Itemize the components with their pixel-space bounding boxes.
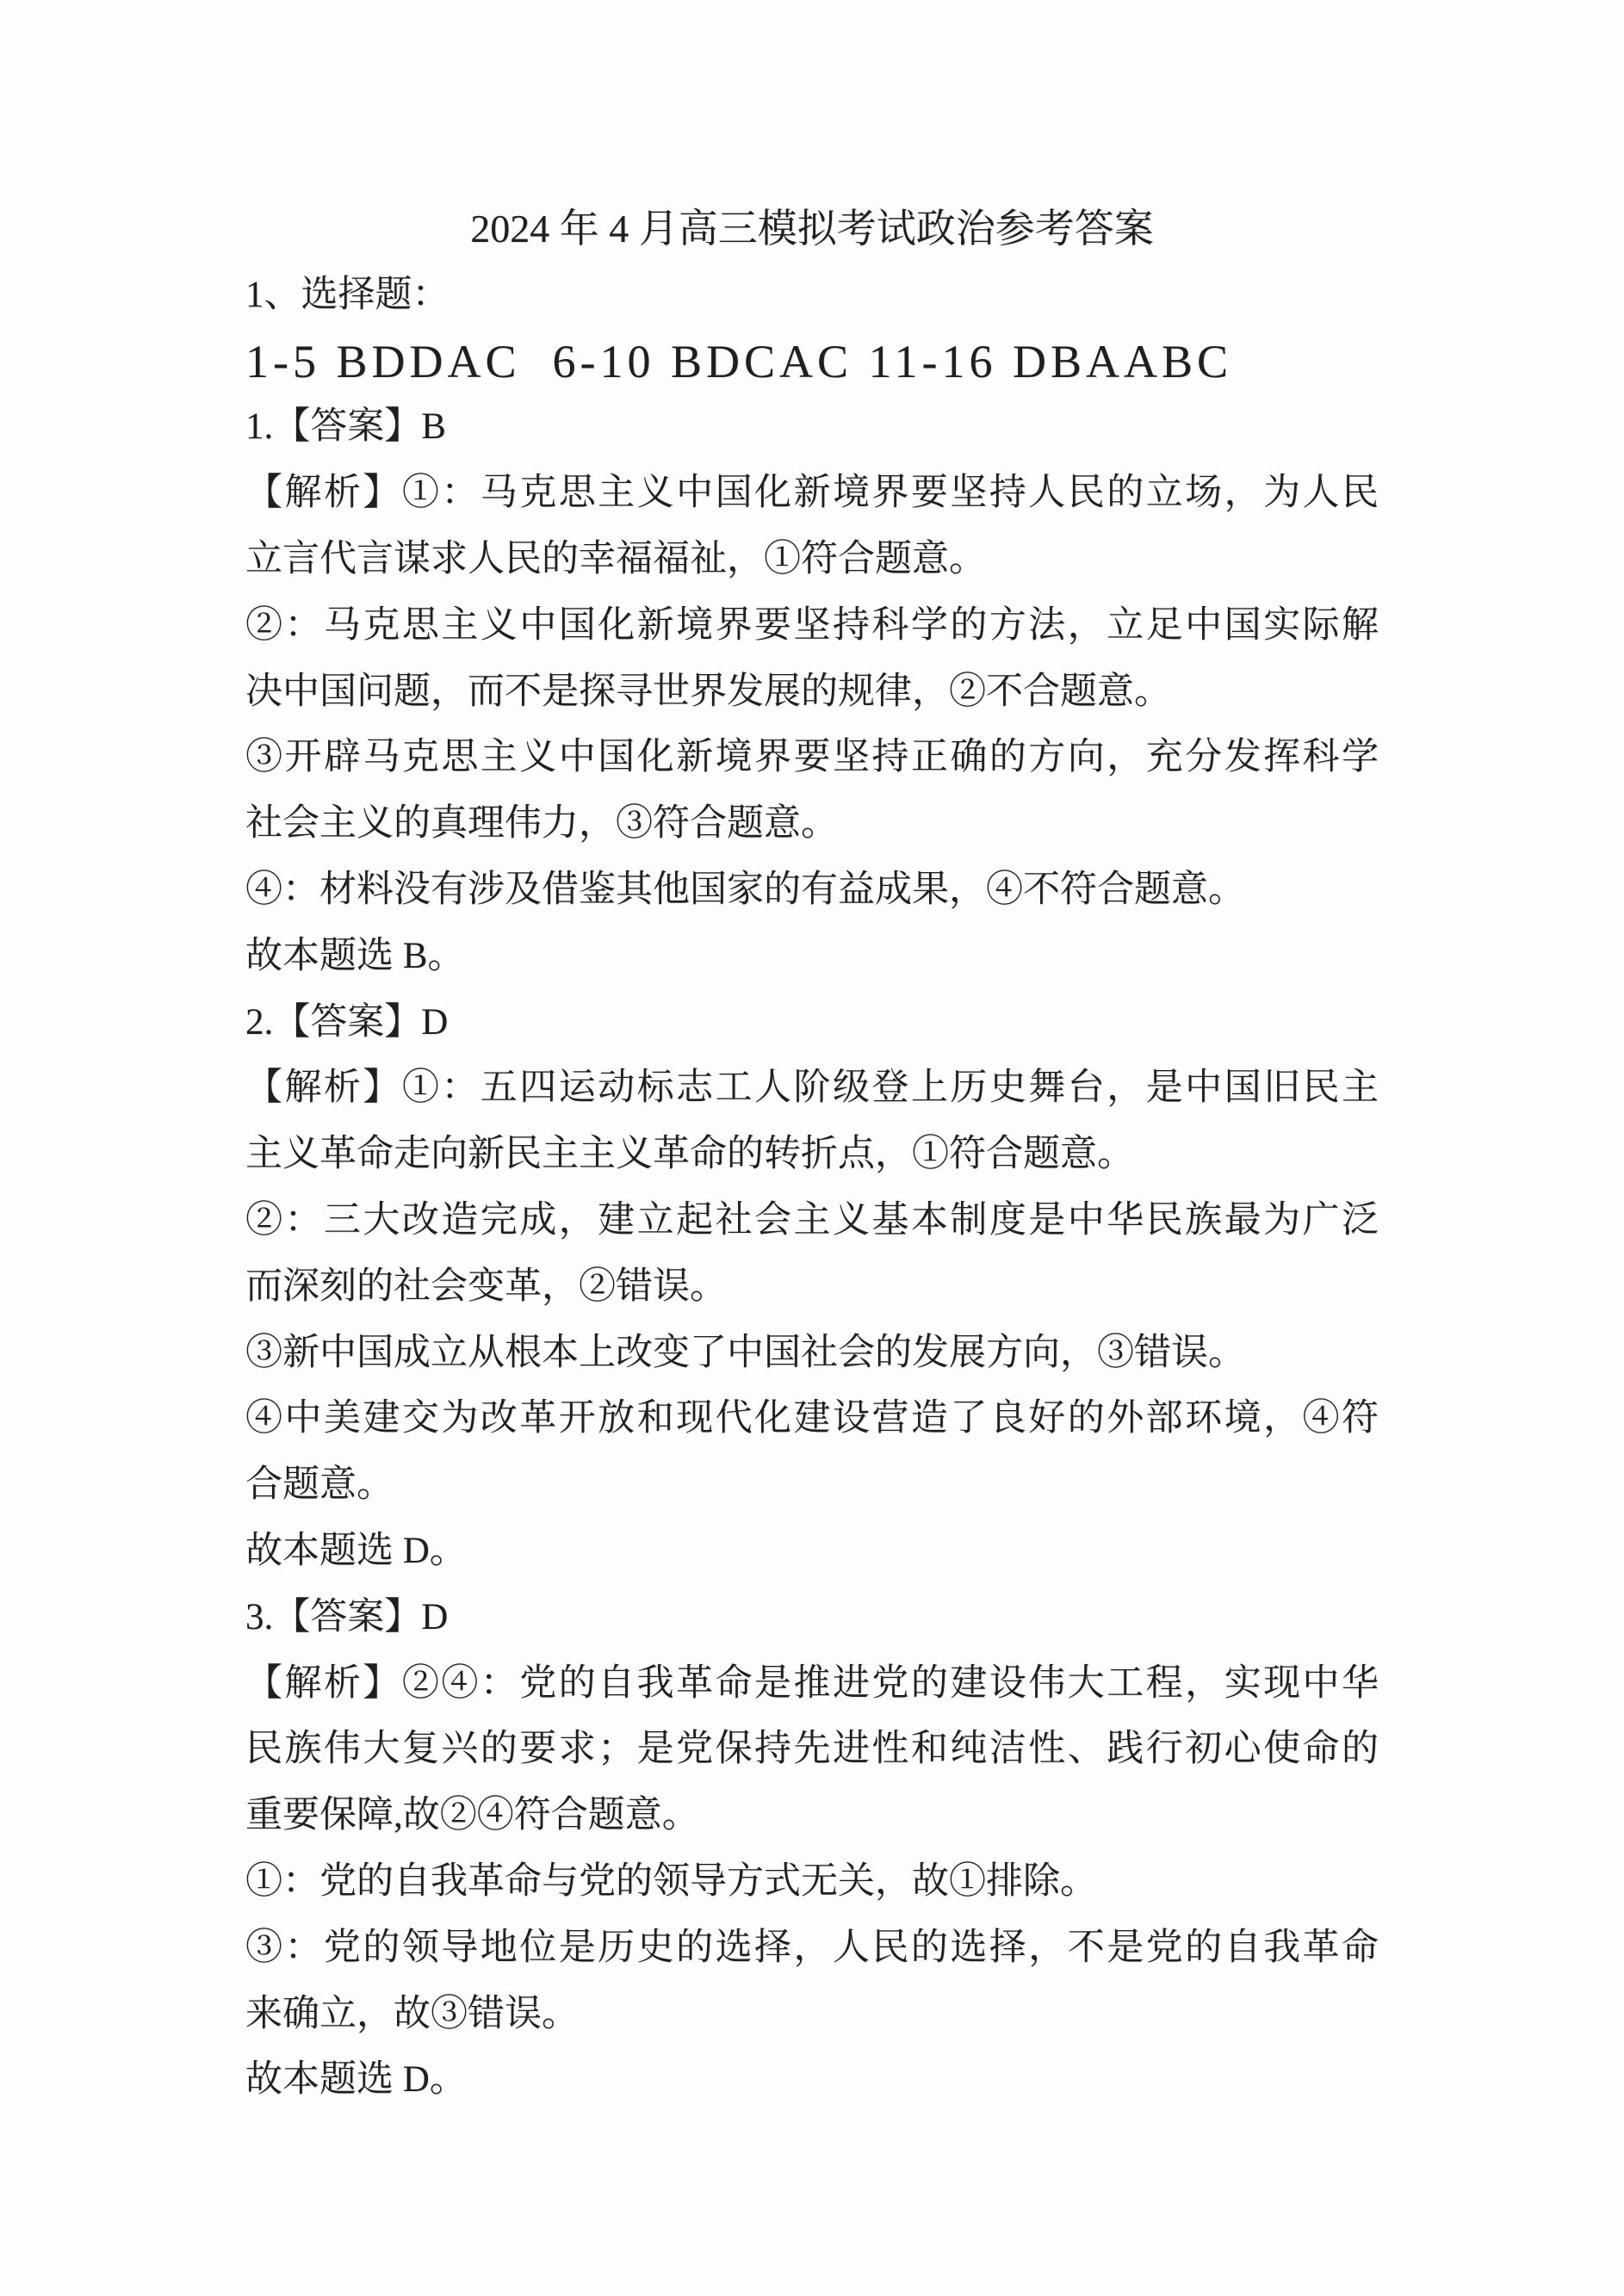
q3-conclusion: 故本题选 D。 xyxy=(245,2059,467,2101)
answer-key-document xyxy=(245,196,1379,2113)
q1-analysis-line-3: ②：马克思主义中国化新境界要坚持科学的方法，立足中国实际解 xyxy=(245,604,1379,646)
q2-analysis-line-6: ④中美建交为改革开放和现代化建设营造了良好的外部环境，④符 xyxy=(245,1398,1379,1439)
q2-analysis-line-1: 【解析】①：五四运动标志工人阶级登上历史舞台，是中国旧民主 xyxy=(245,1068,1379,1109)
q2-analysis-line-5: ③新中国成立从根本上改变了中国社会的发展方向，③错误。 xyxy=(245,1332,1245,1373)
q1-analysis-line-2: 立言代言谋求人民的幸福福祉，①符合题意。 xyxy=(245,538,986,579)
q1-analysis-line-7: ④：材料没有涉及借鉴其他国家的有益成果，④不符合题意。 xyxy=(245,869,1245,910)
q3-analysis-line-1: 【解析】②④：党的自我革命是推进党的建设伟大工程，实现中华 xyxy=(245,1662,1379,1704)
document-title: 2024 年 4 月高三模拟考试政治参考答案 xyxy=(470,207,1154,251)
section-heading: 1、选择题： xyxy=(245,274,449,315)
q2-analysis-line-3: ②：三大改造完成，建立起社会主义基本制度是中华民族最为广泛 xyxy=(245,1199,1379,1241)
q1-analysis-line-4: 决中国问题，而不是探寻世界发展的规律，②不合题意。 xyxy=(245,671,1171,712)
q2-analysis-line-2: 主义革命走向新民主主义革命的转折点，①符合题意。 xyxy=(245,1134,1134,1175)
q2-analysis-line-4: 而深刻的社会变革，②错误。 xyxy=(245,1266,727,1307)
q3-analysis-line-6: 来确立，故③错误。 xyxy=(245,1993,579,2034)
q3-answer: 3.【答案】D xyxy=(245,1596,449,1637)
q3-analysis-line-3: 重要保障,故②④符合题意。 xyxy=(245,1795,699,1836)
q2-analysis-line-7: 合题意。 xyxy=(245,1464,394,1506)
q1-analysis-line-5: ③开辟马克思主义中国化新境界要坚持正确的方向，充分发挥科学 xyxy=(245,737,1379,778)
q3-analysis-line-5: ③：党的领导地位是历史的选择，人民的选择，不是党的自我革命 xyxy=(245,1927,1379,1968)
q2-conclusion: 故本题选 D。 xyxy=(245,1530,467,1571)
q2-answer: 2.【答案】D xyxy=(245,1001,449,1043)
q3-analysis-line-4: ①：党的自我革命与党的领导方式无关，故①排除。 xyxy=(245,1860,1097,1902)
q1-analysis-line-1: 【解析】①：马克思主义中国化新境界要坚持人民的立场，为人民 xyxy=(245,473,1379,514)
q3-analysis-line-2: 民族伟大复兴的要求；是党保持先进性和纯洁性、践行初心使命的 xyxy=(245,1729,1379,1770)
q1-analysis-line-6: 社会主义的真理伟力，③符合题意。 xyxy=(245,803,838,845)
choice-answers-summary: 1-5 BDDAC 6-10 BDCAC 11-16 DBAABC xyxy=(245,335,1233,387)
q1-conclusion: 故本题选 B。 xyxy=(245,935,465,976)
q1-answer: 1.【答案】B xyxy=(245,406,446,448)
